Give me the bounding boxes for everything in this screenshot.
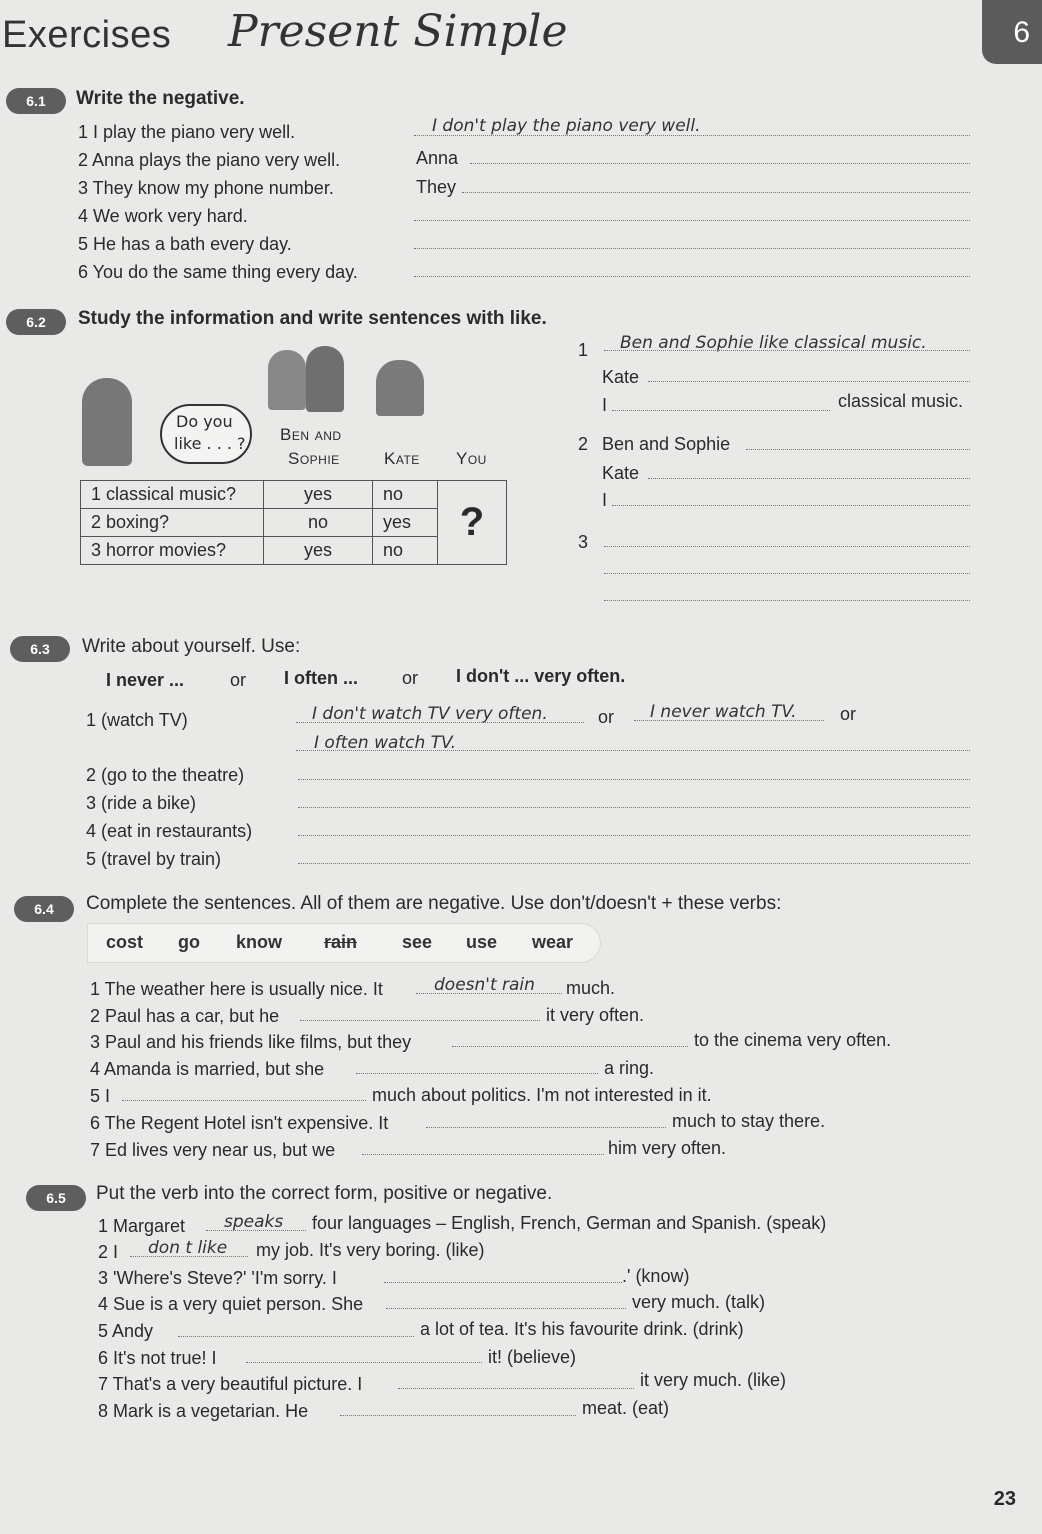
ex3-or-2: or	[840, 704, 857, 724]
ex1-prompt-4: 4 We work very hard.	[78, 206, 248, 226]
ex2-i-2: I	[602, 490, 608, 510]
answer-line[interactable]	[634, 720, 824, 721]
ex5-end-7: it very much. (like)	[640, 1370, 787, 1390]
ex3-prompt-1: 1 (watch TV)	[86, 710, 188, 730]
ex3-answer-b: I never watch TV.	[650, 702, 797, 722]
exercise-heading: Complete the sentences. All of them are negative. Use don't/doesn't + these verbs:	[86, 893, 782, 914]
page-title: Exercises	[2, 14, 172, 56]
ex4-sentence-5: 5 I	[90, 1086, 111, 1106]
ex4-end-4: a ring.	[604, 1058, 655, 1078]
bubble-line-1: Do you	[176, 412, 233, 431]
answer-line[interactable]	[206, 1230, 306, 1231]
ex5-end-6: it! (believe)	[488, 1347, 577, 1367]
table-cell: 3 horror movies?	[81, 537, 264, 565]
ex4-end-7: him very often.	[608, 1138, 727, 1158]
question-mark: ?	[438, 481, 507, 565]
answer-line[interactable]	[414, 248, 970, 249]
column-header-sophie: Sophie	[288, 449, 340, 468]
answer-line[interactable]	[298, 807, 970, 808]
ex3-prompt-3: 3 (ride a bike)	[86, 793, 197, 813]
word-item: cost	[106, 932, 144, 952]
exercise-heading: Put the verb into the correct form, positive or negative.	[96, 1183, 553, 1204]
ex5-sentence-2: 2 I	[98, 1242, 119, 1262]
answer-line[interactable]	[416, 993, 562, 994]
answer-line[interactable]	[462, 192, 970, 193]
table-cell: 2 boxing?	[81, 509, 264, 537]
exercise-heading: Write about yourself. Use:	[82, 636, 301, 657]
answer-line[interactable]	[414, 135, 970, 136]
column-header-kate: Kate	[384, 449, 420, 468]
ex5-end-5: a lot of tea. It's his favourite drink. (drink)	[420, 1319, 744, 1339]
answer-line[interactable]	[130, 1256, 248, 1257]
answer-line[interactable]	[384, 1282, 622, 1283]
table-cell: no	[373, 481, 438, 509]
ex4-end-6: much to stay there.	[672, 1111, 826, 1131]
ex5-sentence-3: 3 'Where's Steve?' 'I'm sorry. I	[98, 1268, 337, 1288]
answer-line[interactable]	[386, 1308, 626, 1309]
ex2-ben-2: Ben and Sophie	[602, 434, 731, 454]
ex5-sentence-4: 4 Sue is a very quiet person. She	[98, 1294, 364, 1314]
answer-line[interactable]	[604, 573, 970, 574]
table-cell: no	[373, 537, 438, 565]
answer-line[interactable]	[604, 350, 970, 351]
ex3-or-1: or	[598, 707, 615, 727]
ex1-prompt-2: 2 Anna plays the piano very well.	[78, 150, 341, 170]
answer-line[interactable]	[648, 478, 970, 479]
ex5-end-3: .' (know)	[622, 1266, 690, 1286]
ex1-prompt-5: 5 He has a bath every day.	[78, 234, 292, 254]
ex4-sentence-1: 1 The weather here is usually nice. It	[90, 979, 383, 999]
table-cell: yes	[373, 509, 438, 537]
answer-line[interactable]	[612, 410, 830, 411]
answer-line[interactable]	[612, 505, 970, 506]
exercise-badge: 6.3	[10, 636, 70, 662]
column-header-you: You	[456, 449, 487, 468]
ex5-sentence-8: 8 Mark is a vegetarian. He	[98, 1401, 309, 1421]
ex4-sentence-4: 4 Amanda is married, but she	[90, 1059, 325, 1079]
ex4-sentence-3: 3 Paul and his friends like films, but they	[90, 1032, 412, 1052]
ex5-sentence-5: 5 Andy	[98, 1321, 154, 1341]
ex1-start-2: Anna	[416, 148, 459, 168]
answer-line[interactable]	[298, 863, 970, 864]
exercise-badge: 6.5	[26, 1185, 86, 1211]
kate-illustration	[376, 360, 424, 416]
answer-line[interactable]	[426, 1127, 666, 1128]
answer-number: 2	[578, 434, 589, 454]
ex4-sentence-7: 7 Ed lives very near us, but we	[90, 1140, 336, 1160]
ben-illustration	[306, 346, 344, 412]
table-row	[81, 481, 507, 509]
ex1-prompt-3: 3 They know my phone number.	[78, 178, 334, 198]
ex4-end-1: much.	[566, 978, 616, 998]
answer-line[interactable]	[178, 1336, 414, 1337]
ex2-answer-1: Ben and Sophie like classical music.	[620, 333, 927, 353]
ex5-sentence-6: 6 It's not true! I	[98, 1348, 217, 1368]
unit-tab	[982, 0, 1042, 64]
ex5-end-8: meat. (eat)	[582, 1398, 670, 1418]
word-box	[88, 924, 600, 962]
ex5-sentence-7: 7 That's a very beautiful picture. I	[98, 1374, 363, 1394]
ex4-end-5: much about politics. I'm not interested in it.	[372, 1085, 712, 1105]
answer-line[interactable]	[648, 381, 970, 382]
answer-number: 1	[578, 340, 589, 360]
column-header-ben: Ben and	[280, 425, 342, 444]
ex5-answer-1: speaks	[224, 1212, 284, 1232]
answer-line[interactable]	[604, 600, 970, 601]
answer-line[interactable]	[746, 449, 970, 450]
table-cell: no	[264, 509, 373, 537]
answer-line[interactable]	[296, 722, 584, 723]
table-cell: 1 classical music?	[81, 481, 264, 509]
table-cell: yes	[264, 481, 373, 509]
use-or-2: or	[402, 668, 419, 688]
answer-line[interactable]	[356, 1073, 598, 1074]
exercise-heading: Write the negative.	[76, 88, 245, 109]
bubble-line-2: like . . . ?	[174, 434, 246, 453]
ex3-answer-a: I don't watch TV very often.	[312, 704, 548, 724]
unit-number: 6	[1013, 16, 1030, 49]
ex4-answer-1: doesn't rain	[434, 975, 535, 995]
speech-bubble	[160, 404, 252, 464]
exercise-badge: 6.4	[14, 896, 74, 922]
ex1-prompt-1: 1 I play the piano very well.	[78, 122, 296, 142]
ex4-sentence-6: 6 The Regent Hotel isn't expensive. It	[90, 1113, 389, 1133]
table-cell: yes	[264, 537, 373, 565]
word-item: wear	[532, 932, 574, 952]
word-item: know	[236, 932, 283, 952]
answer-line[interactable]	[298, 779, 970, 780]
woman-illustration	[82, 378, 132, 466]
word-item: see	[402, 932, 433, 952]
ex4-end-3: to the cinema very often.	[694, 1030, 892, 1050]
answer-line[interactable]	[604, 546, 970, 547]
ex5-answer-2: don t like	[148, 1238, 228, 1258]
word-item-crossed: rain	[324, 932, 358, 952]
ex1-answer-1: I don't play the piano very well.	[432, 116, 701, 136]
ex1-prompt-6: 6 You do the same thing every day.	[78, 262, 358, 282]
use-phrase-1: I never ...	[106, 670, 185, 690]
answer-line[interactable]	[246, 1362, 482, 1363]
ex4-sentence-2: 2 Paul has a car, but he	[90, 1006, 280, 1026]
use-or-1: or	[230, 670, 247, 690]
ex5-end-2: my job. It's very boring. (like)	[256, 1240, 485, 1260]
use-phrase-2: I often ...	[284, 668, 358, 688]
ex2-i-1: I	[602, 395, 608, 415]
ex3-prompt-5: 5 (travel by train)	[86, 849, 222, 869]
answer-line[interactable]	[340, 1415, 576, 1416]
exercise-badge: 6.1	[6, 88, 66, 114]
ex2-kate-2: Kate	[602, 463, 640, 483]
answer-line[interactable]	[398, 1388, 634, 1389]
answer-line[interactable]	[362, 1154, 604, 1155]
answer-line[interactable]	[298, 835, 970, 836]
answer-line[interactable]	[470, 163, 970, 164]
page-number: 23	[993, 1488, 1016, 1510]
ex1-start-3: They	[416, 177, 457, 197]
use-phrase-3: I don't ... very often.	[456, 666, 626, 686]
ex4-end-2: it very often.	[546, 1005, 645, 1025]
answer-line[interactable]	[414, 220, 970, 221]
ex3-prompt-2: 2 (go to the theatre)	[86, 765, 245, 785]
exercise-heading: Study the information and write sentences with like.	[78, 308, 547, 329]
answer-line[interactable]	[122, 1100, 366, 1101]
word-item: use	[466, 932, 498, 952]
ex5-sentence-1: 1 Margaret	[98, 1216, 186, 1236]
handwritten-title: Present Simple	[228, 6, 568, 57]
answer-line[interactable]	[296, 750, 970, 751]
ex5-end-1: four languages – English, French, German and Spanish. (speak)	[312, 1213, 827, 1233]
sophie-illustration	[268, 350, 306, 410]
ex3-answer-c: I often watch TV.	[314, 733, 457, 753]
exercise-badge: 6.2	[6, 309, 66, 335]
answer-line[interactable]	[452, 1046, 688, 1047]
word-item: go	[178, 932, 200, 952]
ex2-kate-1: Kate	[602, 367, 640, 387]
answer-line[interactable]	[300, 1020, 540, 1021]
answer-number: 3	[578, 532, 589, 552]
answer-line[interactable]	[414, 276, 970, 277]
ex2-end-1: classical music.	[838, 391, 964, 411]
ex3-prompt-4: 4 (eat in restaurants)	[86, 821, 253, 841]
ex5-end-4: very much. (talk)	[632, 1292, 766, 1312]
likes-table	[80, 480, 507, 565]
